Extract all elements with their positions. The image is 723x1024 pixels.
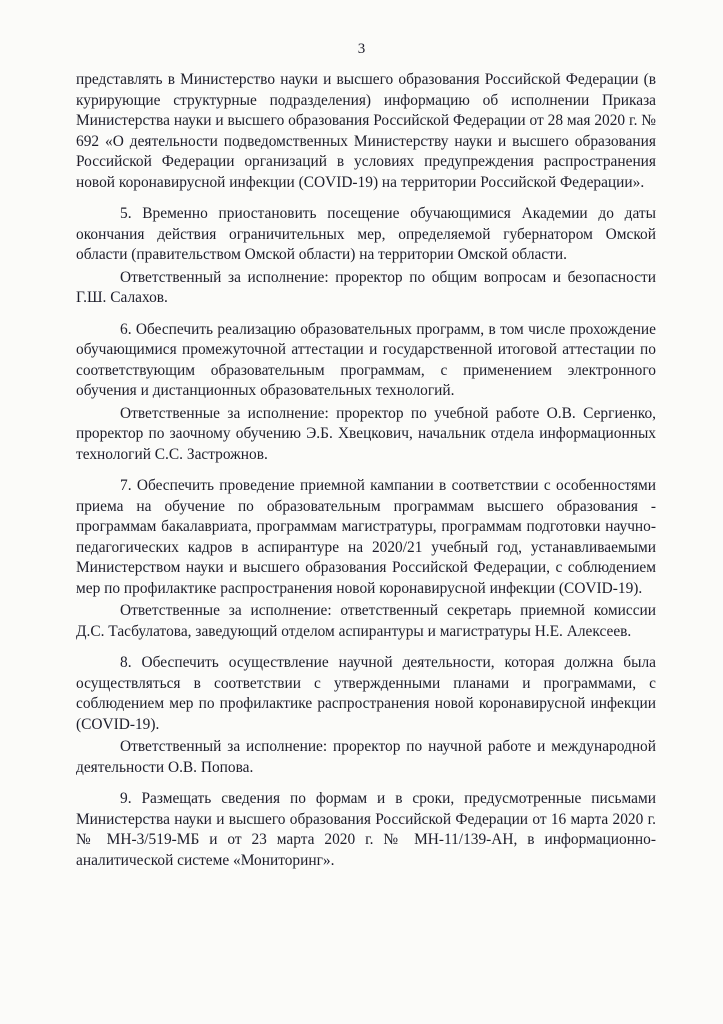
document-body bbox=[76, 70, 656, 871]
paragraph-item-6: 6. Обеспечить реализацию образовательных программ, в том числе прохождение обучающимися промежуточной аттестации и государственной итоговой аттестации по соответствующим образовательным программам, с применением электронного обучения и дистанционных образовательных технологий. bbox=[76, 320, 656, 399]
paragraph-item-8: 8. Обеспечить осуществление научной деятельности, которая должна была осуществляться в соответствии с утвержденными планами и программами, с соблюдением мер по профилактике распространения новой коронавирусной инфекции (COVID-19). bbox=[76, 654, 656, 733]
paragraph-responsible-5: Ответственный за исполнение: проректор по общим вопросам и безопасности Г.Ш. Салахов. bbox=[76, 268, 656, 306]
paragraph-continuation: представлять в Министерство науки и высшего образования Российской Федерации (в курирующие структурные подразделения) информацию об исполнении Приказа Министерства науки и высшего образования Российской Федерации от 28 мая 2020 г. № 692 «О деятельности подведомственных Министерству науки и высшего образования Российской Федерации организаций в условиях предупреждения распространения новой коронавирусной инфекции (COVID-19) на территории Российской Федерации». bbox=[76, 71, 656, 191]
paragraph-responsible-7: Ответственные за исполнение: ответственный секретарь приемной комиссии Д.С. Тасбулатова, заведующий отделом аспирантуры и магистратуры Н.Е. Алексеев. bbox=[76, 602, 656, 640]
paragraph-item-5: 5. Временно приостановить посещение обучающимися Академии до даты окончания действия ограничительных мер, определяемой губернатором Омской области (правительством Омской области) на территории Омской области. bbox=[76, 205, 656, 263]
paragraph-responsible-6: Ответственные за исполнение: проректор по учебной работе О.В. Сергиенко, проректор по заочному обучению Э.Б. Хвецкович, начальник отдела информационных технологий С.С. Застрожнов. bbox=[76, 404, 656, 463]
page-number: 3 bbox=[357, 41, 366, 57]
paragraph-responsible-8: Ответственный за исполнение: проректор по научной работе и международной деятельности О.В. Попова. bbox=[76, 738, 656, 776]
paragraph-item-7: 7. Обеспечить проведение приемной кампании в соответствии с особенностями приема на обучение по образовательным программам высшего образования - программам бакалавриата, программам магистратуры, программам подготовки научно-педагогических кадров в аспирантуре на 2020/21 учебный год, устанавливаемыми Министерством науки и высшего образования Российской Федерации, с соблюдением мер по профилактике распространения новой коронавирусной инфекции (COVID-19). bbox=[76, 477, 656, 597]
paragraph-item-9: 9. Размещать сведения по формам и в сроки, предусмотренные письмами Министерства науки и высшего образования Российской Федерации от 16 марта 2020 г. № МН-3/519-МБ и от 23 марта 2020 г. № МН-11/139-АН, в информационно-аналитической системе «Мониторинг». bbox=[76, 790, 656, 869]
